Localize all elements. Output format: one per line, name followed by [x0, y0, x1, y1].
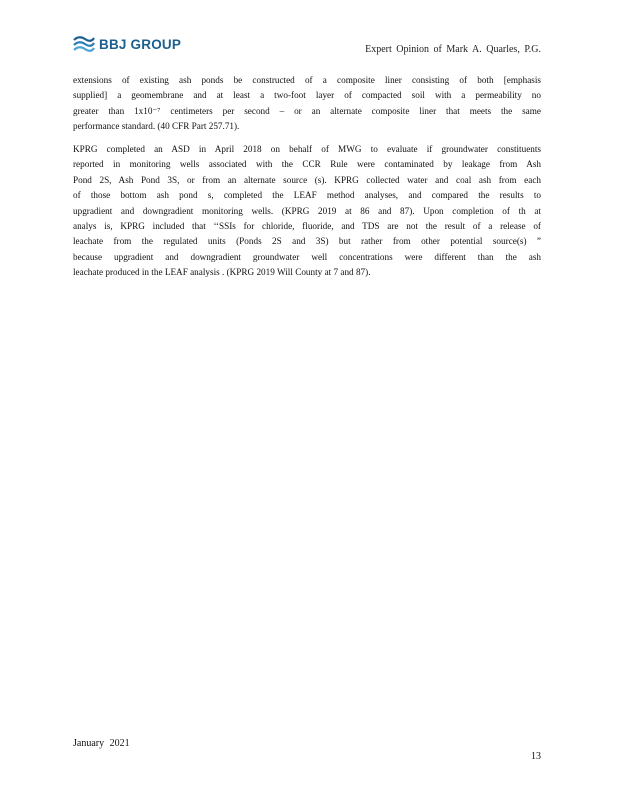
text-line: supplied] a geomembrane and at least a two-foot layer of compacted soil with a permeability no — [73, 90, 541, 101]
text-line: leachate produced in the LEAF analysis . (KPRG 2019 Will County at 7 and 87). — [73, 267, 371, 278]
text-line: KPRG completed an ASD in April 2018 on behalf of MWG to evaluate if groundwater constituents — [73, 144, 541, 154]
page-header-title: Expert Opinion of Mark A. Quarles, P.G. — [365, 44, 541, 55]
footer-date: January 2021 — [73, 738, 130, 749]
paragraph — [73, 142, 541, 281]
logo-text: BBJ GROUP — [99, 36, 182, 52]
text-line: analys is, KPRG included that ‘‘SSIs for chloride, fluoride, and TDS are not the result of a release of — [73, 220, 541, 231]
text-line: upgradient and downgradient monitoring wells. (KPRG 2019 at 86 and 87). Upon completion of th at — [73, 205, 541, 216]
text-line: of those bottom ash pond s, completed the LEAF method analyses, and compared the results to — [73, 190, 541, 201]
text-line: reported in monitoring wells associated with the CCR Rule were contaminated by leakage from Ash — [73, 159, 541, 170]
text-line: greater than 1x10⁻⁷ centimeters per second – or an alternate composite liner that meets the same — [73, 105, 541, 116]
paragraph — [73, 73, 541, 135]
text-line: extensions of existing ash ponds be constructed of a composite liner consisting of both [emphasis — [73, 75, 541, 85]
text-line: leachate from the regulated units (Ponds 2S and 3S) but rather from other potential source(s) ” — [73, 236, 541, 247]
company-logo — [73, 35, 181, 53]
bbj-wave-icon — [73, 35, 95, 53]
page-number: 13 — [531, 751, 541, 762]
text-line: because upgradient and downgradient groundwater well concentrations were different than the ash — [73, 251, 541, 262]
text-line: Pond 2S, Ash Pond 3S, or from an alternate source (s). KPRG collected water and coal ash from each — [73, 174, 541, 185]
text-line: performance standard. (40 CFR Part 257.71). — [73, 121, 240, 132]
